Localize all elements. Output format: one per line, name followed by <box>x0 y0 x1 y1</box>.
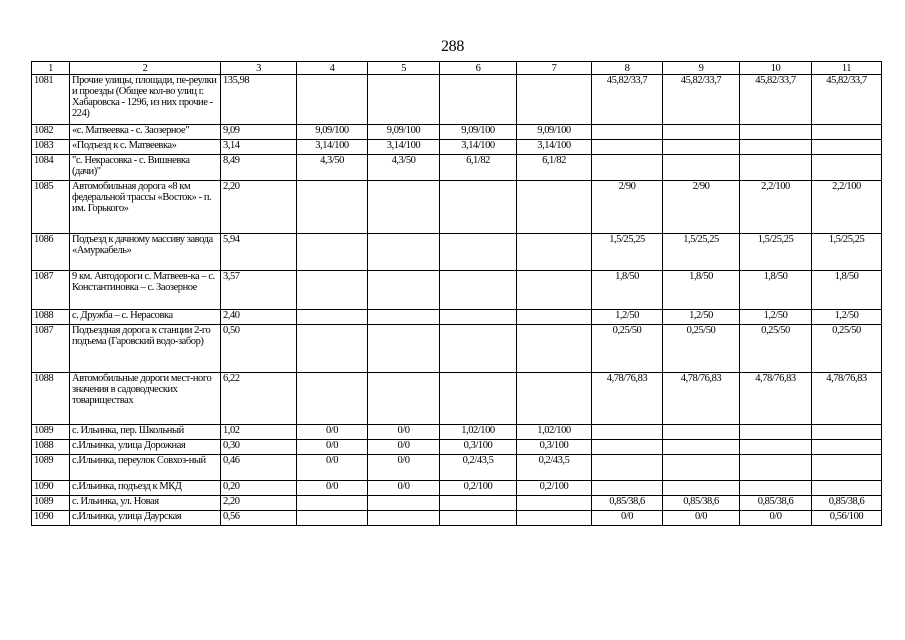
table-row <box>32 373 882 425</box>
col4-cell <box>297 373 368 425</box>
col9-cell: 1,8/50 <box>663 271 740 310</box>
col8-cell <box>592 140 663 155</box>
col9-cell <box>663 440 740 455</box>
col4-cell <box>297 325 368 373</box>
col5-cell: 0/0 <box>368 481 440 496</box>
col10-cell: 2,2/100 <box>740 181 812 234</box>
row-number-cell: 1082 <box>32 125 70 140</box>
header-cell: 8 <box>592 62 663 75</box>
col5-cell <box>368 511 440 526</box>
col9-cell: 0,25/50 <box>663 325 740 373</box>
col8-cell <box>592 425 663 440</box>
col9-cell <box>663 125 740 140</box>
table-row <box>32 181 882 234</box>
length-cell: 5,94 <box>221 234 297 271</box>
col6-cell: 0,3/100 <box>440 440 517 455</box>
col8-cell <box>592 440 663 455</box>
table-row <box>32 140 882 155</box>
table-row <box>32 481 882 496</box>
length-cell: 2,40 <box>221 310 297 325</box>
col9-cell <box>663 425 740 440</box>
col9-cell: 45,82/33,7 <box>663 75 740 125</box>
col4-cell <box>297 181 368 234</box>
col5-cell <box>368 373 440 425</box>
col5-cell <box>368 496 440 511</box>
col11-cell: 4,78/76,83 <box>812 373 882 425</box>
row-number-cell: 1090 <box>32 481 70 496</box>
road-name-cell: с.Ильинка, переулок Совхоз-ный <box>70 455 221 481</box>
header-row <box>32 62 882 75</box>
row-number-cell: 1089 <box>32 425 70 440</box>
road-name-cell: с.Ильинка, улица Даурская <box>70 511 221 526</box>
col11-cell: 45,82/33,7 <box>812 75 882 125</box>
road-name-cell: "с. Некрасовка - с. Вишневка (дачи)" <box>70 155 221 181</box>
col10-cell <box>740 140 812 155</box>
col9-cell <box>663 455 740 481</box>
header-cell: 4 <box>297 62 368 75</box>
col4-cell <box>297 234 368 271</box>
row-number-cell: 1090 <box>32 511 70 526</box>
length-cell: 1,02 <box>221 425 297 440</box>
col5-cell <box>368 181 440 234</box>
road-name-cell: 9 км. Автодороги с. Матвеев-ка – с. Константиновка – с. Заозерное <box>70 271 221 310</box>
col7-cell <box>517 181 592 234</box>
col8-cell: 2/90 <box>592 181 663 234</box>
col6-cell <box>440 310 517 325</box>
col6-cell <box>440 234 517 271</box>
table-row <box>32 271 882 310</box>
col5-cell: 4,3/50 <box>368 155 440 181</box>
table-row <box>32 234 882 271</box>
col5-cell: 9,09/100 <box>368 125 440 140</box>
header-cell: 1 <box>32 62 70 75</box>
col6-cell: 9,09/100 <box>440 125 517 140</box>
col5-cell: 0/0 <box>368 440 440 455</box>
col5-cell <box>368 310 440 325</box>
col10-cell: 0,25/50 <box>740 325 812 373</box>
row-number-cell: 1085 <box>32 181 70 234</box>
col7-cell: 6,1/82 <box>517 155 592 181</box>
road-name-cell: «с. Матвеевка - с. Заозерное" <box>70 125 221 140</box>
table-row <box>32 155 882 181</box>
header-cell: 6 <box>440 62 517 75</box>
col7-cell <box>517 310 592 325</box>
col10-cell: 1,8/50 <box>740 271 812 310</box>
col11-cell: 1,2/50 <box>812 310 882 325</box>
col4-cell: 0/0 <box>297 481 368 496</box>
col7-cell <box>517 325 592 373</box>
col11-cell: 0,56/100 <box>812 511 882 526</box>
col9-cell: 2/90 <box>663 181 740 234</box>
length-cell: 8,49 <box>221 155 297 181</box>
col7-cell <box>517 511 592 526</box>
col11-cell: 0,25/50 <box>812 325 882 373</box>
row-number-cell: 1084 <box>32 155 70 181</box>
col8-cell: 1,8/50 <box>592 271 663 310</box>
col8-cell <box>592 481 663 496</box>
col10-cell: 0/0 <box>740 511 812 526</box>
col7-cell: 0,2/100 <box>517 481 592 496</box>
col8-cell: 0,85/38,6 <box>592 496 663 511</box>
road-name-cell: Автомобильная дорога «8 км федеральной трассы «Восток» - п. им. Горького» <box>70 181 221 234</box>
col7-cell: 9,09/100 <box>517 125 592 140</box>
col10-cell <box>740 481 812 496</box>
col7-cell <box>517 373 592 425</box>
header-cell: 10 <box>740 62 812 75</box>
col4-cell <box>297 75 368 125</box>
length-cell: 0,30 <box>221 440 297 455</box>
col8-cell: 1,2/50 <box>592 310 663 325</box>
col10-cell <box>740 455 812 481</box>
row-number-cell: 1089 <box>32 496 70 511</box>
col6-cell <box>440 271 517 310</box>
length-cell: 6,22 <box>221 373 297 425</box>
col6-cell <box>440 496 517 511</box>
col11-cell <box>812 481 882 496</box>
col7-cell: 3,14/100 <box>517 140 592 155</box>
col11-cell <box>812 425 882 440</box>
row-number-cell: 1087 <box>32 271 70 310</box>
col5-cell: 0/0 <box>368 425 440 440</box>
table-row <box>32 310 882 325</box>
row-number-cell: 1088 <box>32 310 70 325</box>
table-row <box>32 496 882 511</box>
col5-cell <box>368 234 440 271</box>
col6-cell: 6,1/82 <box>440 155 517 181</box>
col11-cell: 1,8/50 <box>812 271 882 310</box>
road-name-cell: Автомобильные дороги мест-ного значения в садоводческих товариществах <box>70 373 221 425</box>
road-name-cell: Прочие улицы, площади, пе-реулки и проезды (Общее кол-во улиц г. Хабаровска - 1296, из них прочие - 224) <box>70 75 221 125</box>
road-name-cell: с. Дружба – с. Нерасовка <box>70 310 221 325</box>
col6-cell: 0,2/100 <box>440 481 517 496</box>
col5-cell <box>368 325 440 373</box>
col11-cell: 1,5/25,25 <box>812 234 882 271</box>
col11-cell <box>812 125 882 140</box>
table-body <box>32 62 882 526</box>
col7-cell: 0,2/43,5 <box>517 455 592 481</box>
col6-cell <box>440 373 517 425</box>
col4-cell: 0/0 <box>297 425 368 440</box>
row-number-cell: 1088 <box>32 440 70 455</box>
col8-cell <box>592 455 663 481</box>
col7-cell: 1,02/100 <box>517 425 592 440</box>
length-cell: 0,46 <box>221 455 297 481</box>
col8-cell: 45,82/33,7 <box>592 75 663 125</box>
col5-cell <box>368 271 440 310</box>
col6-cell <box>440 325 517 373</box>
row-number-cell: 1089 <box>32 455 70 481</box>
header-cell: 2 <box>70 62 221 75</box>
road-name-cell: с.Ильинка, подъезд к МКД <box>70 481 221 496</box>
row-number-cell: 1086 <box>32 234 70 271</box>
col9-cell: 0/0 <box>663 511 740 526</box>
table-row <box>32 75 882 125</box>
length-cell: 3,57 <box>221 271 297 310</box>
header-cell: 5 <box>368 62 440 75</box>
col4-cell: 9,09/100 <box>297 125 368 140</box>
col10-cell: 0,85/38,6 <box>740 496 812 511</box>
length-cell: 2,20 <box>221 496 297 511</box>
col4-cell: 0/0 <box>297 440 368 455</box>
col5-cell: 0/0 <box>368 455 440 481</box>
col6-cell <box>440 75 517 125</box>
length-cell: 9,09 <box>221 125 297 140</box>
col8-cell: 1,5/25,25 <box>592 234 663 271</box>
table-row <box>32 425 882 440</box>
col10-cell <box>740 425 812 440</box>
col7-cell <box>517 234 592 271</box>
length-cell: 0,50 <box>221 325 297 373</box>
col9-cell <box>663 140 740 155</box>
col5-cell <box>368 75 440 125</box>
col11-cell <box>812 140 882 155</box>
col9-cell: 1,5/25,25 <box>663 234 740 271</box>
table-row <box>32 511 882 526</box>
col11-cell <box>812 440 882 455</box>
col5-cell: 3,14/100 <box>368 140 440 155</box>
col11-cell <box>812 455 882 481</box>
col9-cell <box>663 481 740 496</box>
col9-cell: 0,85/38,6 <box>663 496 740 511</box>
col7-cell <box>517 271 592 310</box>
col10-cell <box>740 155 812 181</box>
header-cell: 11 <box>812 62 882 75</box>
col11-cell <box>812 155 882 181</box>
col8-cell: 0,25/50 <box>592 325 663 373</box>
header-cell: 3 <box>221 62 297 75</box>
col8-cell <box>592 125 663 140</box>
road-name-cell: с. Ильинка, пер. Школьный <box>70 425 221 440</box>
col8-cell: 0/0 <box>592 511 663 526</box>
col9-cell: 1,2/50 <box>663 310 740 325</box>
col6-cell <box>440 181 517 234</box>
col4-cell <box>297 310 368 325</box>
header-cell: 9 <box>663 62 740 75</box>
road-name-cell: «Подъезд к с. Матвеевка» <box>70 140 221 155</box>
col11-cell: 2,2/100 <box>812 181 882 234</box>
col4-cell: 3,14/100 <box>297 140 368 155</box>
length-cell: 0,56 <box>221 511 297 526</box>
row-number-cell: 1087 <box>32 325 70 373</box>
row-number-cell: 1083 <box>32 140 70 155</box>
length-cell: 2,20 <box>221 181 297 234</box>
road-name-cell: Подъезд к дачному массиву завода «Амуркабель» <box>70 234 221 271</box>
row-number-cell: 1081 <box>32 75 70 125</box>
col9-cell: 4,78/76,83 <box>663 373 740 425</box>
col4-cell: 4,3/50 <box>297 155 368 181</box>
table-row <box>32 440 882 455</box>
road-name-cell: с.Ильинка, улица Дорожная <box>70 440 221 455</box>
col7-cell: 0,3/100 <box>517 440 592 455</box>
col7-cell <box>517 75 592 125</box>
road-name-cell: Подъездная дорога к станции 2-го подъема (Гаровский водо-забор) <box>70 325 221 373</box>
col6-cell <box>440 511 517 526</box>
col8-cell: 4,78/76,83 <box>592 373 663 425</box>
col11-cell: 0,85/38,6 <box>812 496 882 511</box>
col4-cell: 0/0 <box>297 455 368 481</box>
col10-cell: 45,82/33,7 <box>740 75 812 125</box>
header-cell: 7 <box>517 62 592 75</box>
length-cell: 0,20 <box>221 481 297 496</box>
col4-cell <box>297 511 368 526</box>
col10-cell <box>740 125 812 140</box>
data-table <box>31 61 882 526</box>
col4-cell <box>297 496 368 511</box>
row-number-cell: 1088 <box>32 373 70 425</box>
col8-cell <box>592 155 663 181</box>
col10-cell <box>740 440 812 455</box>
col10-cell: 1,2/50 <box>740 310 812 325</box>
col6-cell: 1,02/100 <box>440 425 517 440</box>
length-cell: 135,98 <box>221 75 297 125</box>
page-number: 288 <box>440 38 465 55</box>
table-row <box>32 455 882 481</box>
col10-cell: 1,5/25,25 <box>740 234 812 271</box>
table-row <box>32 325 882 373</box>
col6-cell: 0,2/43,5 <box>440 455 517 481</box>
table-row <box>32 125 882 140</box>
col4-cell <box>297 271 368 310</box>
col9-cell <box>663 155 740 181</box>
col6-cell: 3,14/100 <box>440 140 517 155</box>
length-cell: 3,14 <box>221 140 297 155</box>
col10-cell: 4,78/76,83 <box>740 373 812 425</box>
col7-cell <box>517 496 592 511</box>
road-name-cell: с. Ильинка, ул. Новая <box>70 496 221 511</box>
